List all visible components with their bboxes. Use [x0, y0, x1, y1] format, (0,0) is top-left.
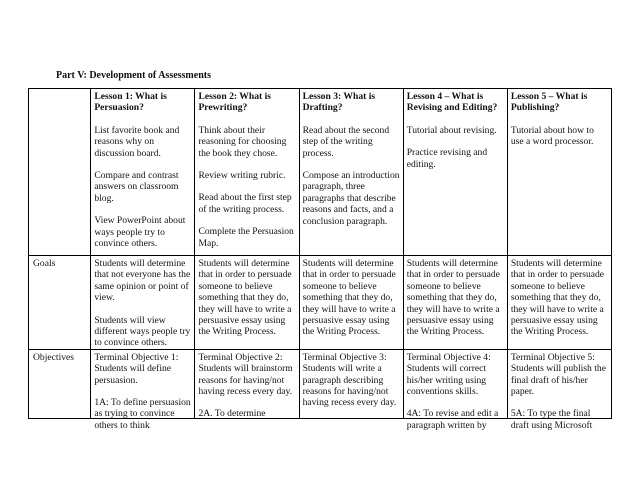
lesson-activity: Practice revising and editing. [406, 147, 488, 170]
lesson-activity: Read about the first step of the writing process. [198, 192, 292, 215]
goal-text: Students will determine that in order to persuade someone to believe something that they do, they will have to write a persuasive essay using the Writing Process. [198, 258, 292, 338]
lesson-activity: List favorite book and reasons why on discussion board. [94, 124, 180, 159]
objective-cell [195, 349, 299, 418]
goal-cell [299, 256, 403, 350]
goals-label: Goals [29, 256, 91, 350]
goal-cell [91, 256, 195, 350]
lesson-4-cell [403, 89, 507, 256]
lesson-activity: Review writing rubric. [198, 170, 286, 182]
objective-text: Terminal Objective 4: Students will correct his/her writing using conventions skills. [406, 351, 491, 398]
goal-text: Students will determine that not everyone has the same opinion or point of view. [94, 258, 191, 304]
lesson-activity: Compare and contrast answers on classroom blog. [94, 170, 179, 204]
goal-text-extra: Students will view different ways people try to convince others. [94, 314, 191, 349]
objective-text: Terminal Objective 5: Students will publish the final draft of his/her paper. [510, 351, 606, 398]
objective-text: Terminal Objective 3: Students will write a paragraph describing reasons for having/not having recess every day. [302, 351, 397, 409]
section-title: Part V: Development of Assessments [56, 70, 211, 81]
lesson-title: Lesson 3: What is Drafting? [302, 91, 376, 114]
goal-text: Students will determine that in order to persuade someone to believe something that they do, they will have to write a persuasive essay using the Writing Process. [510, 258, 605, 338]
objective-cell [507, 349, 611, 431]
lesson-activity: Compose an introduction paragraph, three paragraphs that describe reasons and facts, and a conclusion paragraph. [302, 170, 400, 227]
lesson-2-cell [195, 89, 299, 256]
goal-cell [507, 256, 611, 350]
lesson-activity: Read about the second step of the writing process. [302, 124, 390, 159]
objective-text: Terminal Objective 1: Students will define persuasion. [94, 351, 179, 386]
objective-cell [91, 349, 195, 431]
lesson-1-cell [91, 89, 195, 256]
objective-subtext: 2A. To determine [198, 408, 266, 420]
lesson-activity: Tutorial about revising. [406, 124, 497, 136]
lesson-title: Lesson 5 – What is Publishing? [510, 91, 588, 114]
lesson-activity: View PowerPoint about ways people try to convince others. [94, 215, 186, 250]
lesson-title: Lesson 2: What is Prewriting? [198, 91, 272, 114]
lesson-activity: Tutorial about how to use a word processor. [510, 124, 594, 148]
goal-cell [195, 256, 299, 350]
objective-subtext: 4A: To revise and edit a paragraph written by [406, 408, 499, 431]
objectives-row [29, 349, 612, 418]
objective-cell [403, 349, 507, 431]
goal-text: Students will determine that in order to persuade someone to believe something that they do, they will have to write a persuasive essay using the Writing Process. [406, 258, 500, 338]
objective-cell [299, 349, 403, 418]
objective-subtext: 1A: To define persuasion as trying to convince others to think [94, 397, 191, 431]
objective-text: Terminal Objective 2: Students will brainstorm reasons for having/not having recess every day. [198, 351, 293, 398]
empty-corner-cell [29, 89, 91, 256]
lesson-5-cell [507, 89, 611, 256]
lesson-title: Lesson 1: What is Persuasion? [94, 91, 167, 114]
lesson-title: Lesson 4 – What is Revising and Editing? [406, 91, 498, 114]
objectives-label: Objectives [29, 349, 91, 418]
goal-text: Students will determine that in order to persuade someone to believe something that they do, they will have to write a persuasive essay using the Writing Process. [302, 258, 396, 338]
lesson-activity: Complete the Persuasion Map. [198, 226, 294, 249]
lesson-3-cell [299, 89, 403, 256]
lessons-row [29, 89, 612, 256]
objective-subtext: 5A: To type the final draft using Microsoft [510, 408, 593, 431]
lesson-activity: Think about their reasoning for choosing the book they chose. [198, 124, 287, 159]
goals-row [29, 256, 612, 350]
goal-cell [403, 256, 507, 350]
assessment-table [28, 88, 612, 431]
